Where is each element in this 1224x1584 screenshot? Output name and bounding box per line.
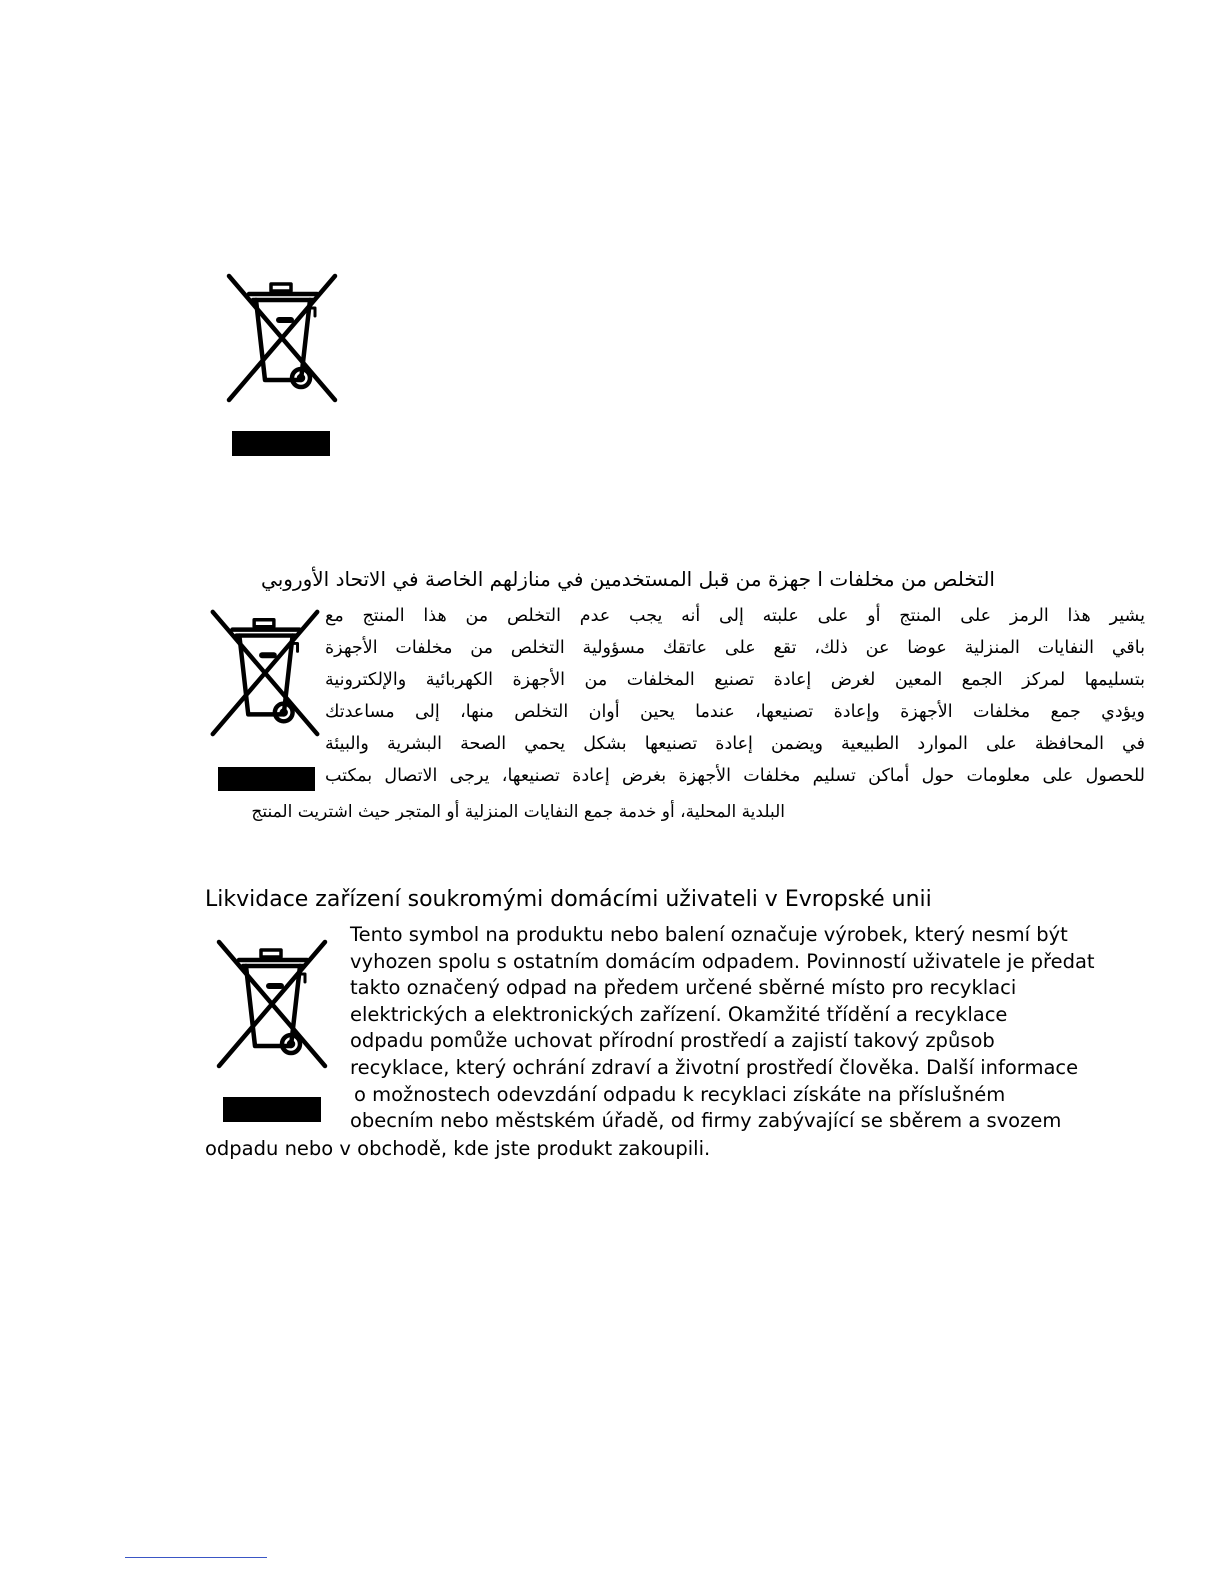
czech-body-line: odpadu pomůže uchovat přírodní prostředí a zajistí takový způsob — [350, 1029, 995, 1053]
czech-body-line: Tento symbol na produktu nebo balení označuje výrobek, který nesmí být — [350, 923, 1068, 946]
czech-section-title: Likvidace zařízení soukromými domácími uživateli v Evropské unii — [205, 887, 932, 912]
weee-black-bar-czech — [223, 1097, 321, 1122]
arabic-body-line: ويؤدي جمع مخلفات الأجهزة وإعادة تصنيعها، عندما يحين أوان التخلص منها، إلى مساعدتك — [325, 702, 1145, 722]
arabic-body-line: في المحافظة على الموارد الطبيعية ويضمن إعادة تصنيعها بشكل يحمي الصحة البشرية والبيئة — [325, 734, 1145, 754]
weee-black-bar-arabic — [218, 767, 315, 791]
czech-section-body — [350, 922, 1130, 1135]
arabic-body-line: يشير هذا الرمز على المنتج أو على علبته إلى أنه يجب عدم التخلص من هذا المنتج مع — [325, 606, 1145, 626]
arabic-body-line: باقي النفايات المنزلية عوضا عن ذلك، تقع على عاتقك مسؤولية التخلص من مخلفات الأجهزة — [325, 638, 1145, 658]
czech-body-line: o možnostech odevzdání odpadu k recyklaci získáte na příslušném — [354, 1082, 1006, 1106]
czech-body-line: recyklace, který ochrání zdraví a životní prostředí člověka. Další informace — [350, 1055, 1079, 1079]
czech-body-line: takto označený odpad na předem určené sběrné místo pro recyklaci — [350, 976, 1017, 1000]
czech-body-last-line: odpadu nebo v obchodě, kde jste produkt zakoupili. — [205, 1137, 711, 1160]
arabic-body-last-line: البلدية المحلية، أو خدمة جمع النفايات المنزلية أو المتجر حيث اشتريت المنتج — [251, 802, 785, 822]
arabic-section-title: التخلص من مخلفات ا جهزة من قبل المستخدمين في منازلهم الخاصة في الاتحاد الأوروبي — [261, 567, 995, 591]
footer-rule — [125, 1557, 267, 1558]
arabic-body-line: للحصول على معلومات حول أماكن تسليم مخلفات الأجهزة بغرض إعادة تصنيعها، يرجى الاتصال بمكتب — [325, 766, 1145, 786]
weee-bin-icon-arabic — [205, 604, 325, 742]
weee-black-bar-top — [232, 431, 330, 456]
czech-body-line: vyhozen spolu s ostatním domácím odpadem. Povinností uživatele je předat — [350, 949, 1095, 973]
arabic-body-line: بتسليمها لمركز الجمع المعين لغرض إعادة تصنيع المخلفات من الأجهزة الكهربائية والإلكترونية — [325, 670, 1145, 690]
weee-bin-icon-top — [220, 268, 344, 408]
weee-bin-icon-czech — [210, 934, 334, 1074]
czech-body-line: obecním nebo městském úřadě, od firmy zabývající se sběrem a svozem — [350, 1109, 1062, 1133]
czech-body-line: elektrických a elektronických zařízení. Okamžité třídění a recyklace — [350, 1002, 1008, 1026]
arabic-section-body — [325, 600, 1145, 792]
